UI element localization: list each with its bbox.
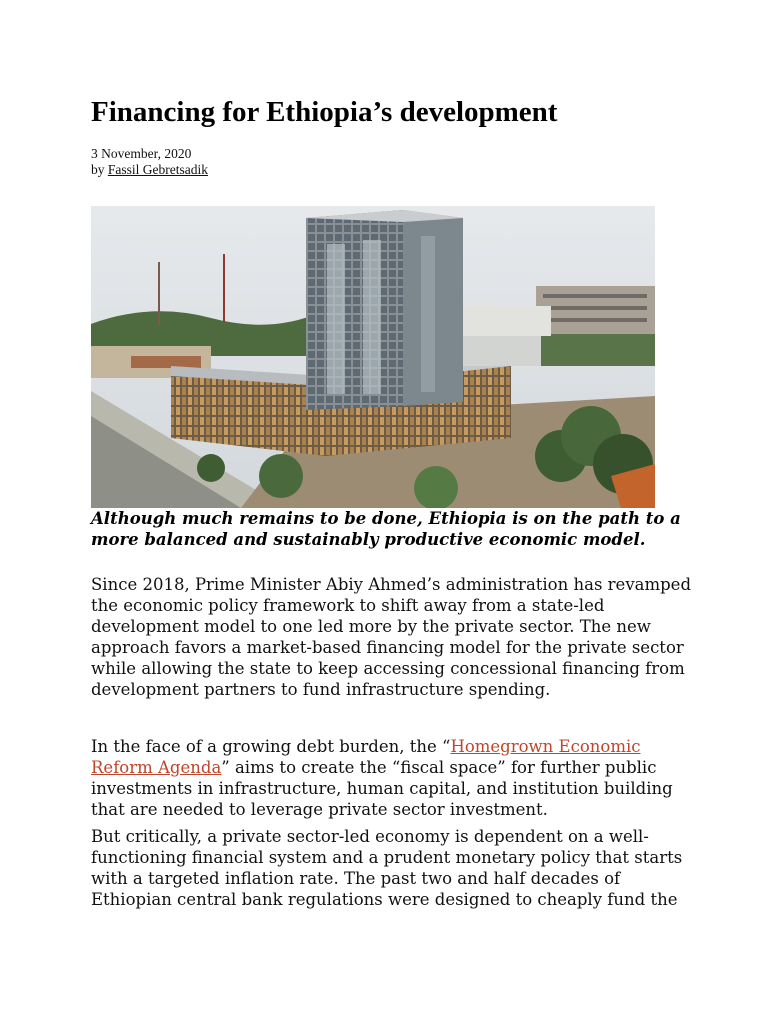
byline (91, 162, 208, 178)
article-paragraph: But critically, a private sector-led economy is dependent on a well-functioning financial system and a prudent monetary policy that starts with a targeted inflation rate. The past two and half decades of Ethiopian central bank regulations were designed to cheaply fund the (91, 827, 683, 909)
article-paragraph: Since 2018, Prime Minister Abiy Ahmed’s administration has revamped the economic policy framework to shift away from a state-led development model to one led more by the private sector. The new approach favors a market-based financing model for the private sector while allowing the state to keep accessing concessional financing from development partners to fund infrastructure spending. (91, 575, 692, 699)
article-title: Financing for Ethiopia’s development (91, 96, 558, 128)
article-meta (91, 146, 208, 178)
paragraph-text-before-link: In the face of a growing debt burden, the “ (91, 737, 451, 756)
article-lead: Although much remains to be done, Ethiopia is on the path to a more balanced and sustainably productive economic model. (91, 509, 681, 549)
article-paragraph (91, 736, 691, 820)
byline-prefix: by (91, 162, 105, 177)
article-photo (91, 206, 655, 508)
homegrown-agenda-link[interactable]: Homegrown Economic Reform Agenda (91, 737, 641, 777)
paragraph-text-after-link: ” aims to create the “fiscal space” for further public investments in infrastructure, human capital, and institution building that are needed to leverage private sector investment. (91, 758, 673, 819)
author-link[interactable]: Fassil Gebretsadik (107, 162, 208, 177)
publish-date: 3 November, 2020 (91, 146, 192, 161)
